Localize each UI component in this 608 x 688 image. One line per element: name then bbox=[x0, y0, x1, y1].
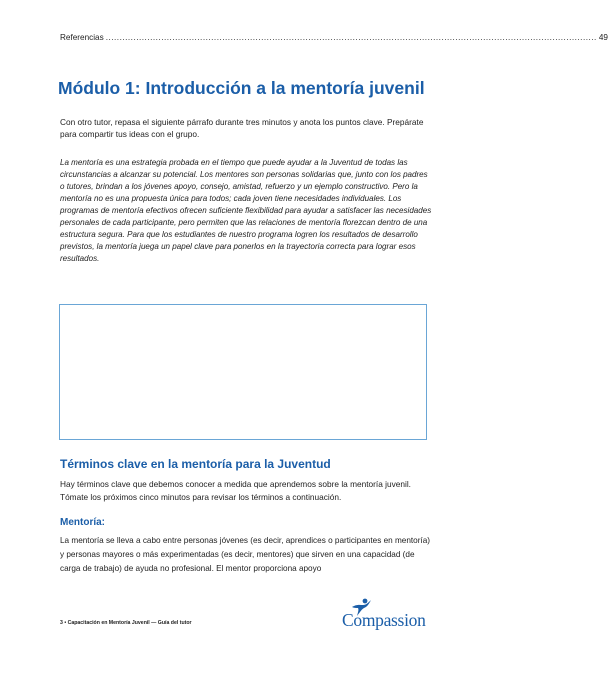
compassion-logo bbox=[342, 598, 438, 634]
toc-entry[interactable] bbox=[60, 33, 608, 42]
section-intro-text: Hay términos clave que debemos conocer a medida que aprendemos sobre la mentoría juvenil. Tómate los próximos cinco minutos para revisar los términos a continuación. bbox=[60, 479, 411, 502]
module-title: Módulo 1: Introducción a la mentoría juvenil bbox=[58, 78, 425, 98]
notes-box[interactable] bbox=[59, 304, 427, 440]
compassion-logo-wordmark: Compassion bbox=[342, 610, 426, 630]
page-footer: 3 • Capacitación en Mentoría Juvenil — Guía del tutor bbox=[60, 620, 192, 626]
toc-page-number: 49 bbox=[598, 33, 608, 42]
mentoring-paragraph: La mentoría es una estrategia probada en el tiempo que puede ayudar a la Juventud de todas las circunstancias a alcanzar su potencial. Los mentores son personas solidarias que, junto con los padres o tutores, brindan a los jóvenes apoyo, consejo, amistad, refuerzo y un ejemplo constructivo. Pero la mentoría no es una propuesta única para todos; cada joven tiene necesidades individuales. Los programas de mentoría efectivos ofrecen suficiente flexibilidad para ayudar a satisfacer las necesidades personales de cada participante, pero permiten que las relaciones de mentoría florezcan dentro de una estructura segura. Para que los estudiantes de nuestro programa logren los resultados de desarrollo previstos, la mentoría juega un papel clave para ponerlos en la trayectoria correcta para lograr esos resultados. bbox=[60, 158, 432, 263]
instructions-text: Con otro tutor, repasa el siguiente párrafo durante tres minutos y anota los puntos clave. Prepárate para compartir tus ideas con el grupo. bbox=[60, 117, 424, 140]
term-definition: La mentoría se lleva a cabo entre personas jóvenes (es decir, aprendices o participantes en mentoría) y personas mayores o más experimentadas (es decir, mentores) que sirven en una capacidad (de carga de trabajo) de ayuda no profesional. El mentor proporciona apoyo bbox=[60, 536, 431, 574]
term-title: Mentoría: bbox=[60, 517, 105, 528]
toc-label: Referencias bbox=[60, 33, 104, 42]
toc-leader-dots: ................................................................................................................................................................................. bbox=[105, 33, 597, 42]
section-title: Términos clave en la mentoría para la Juventud bbox=[60, 457, 331, 471]
